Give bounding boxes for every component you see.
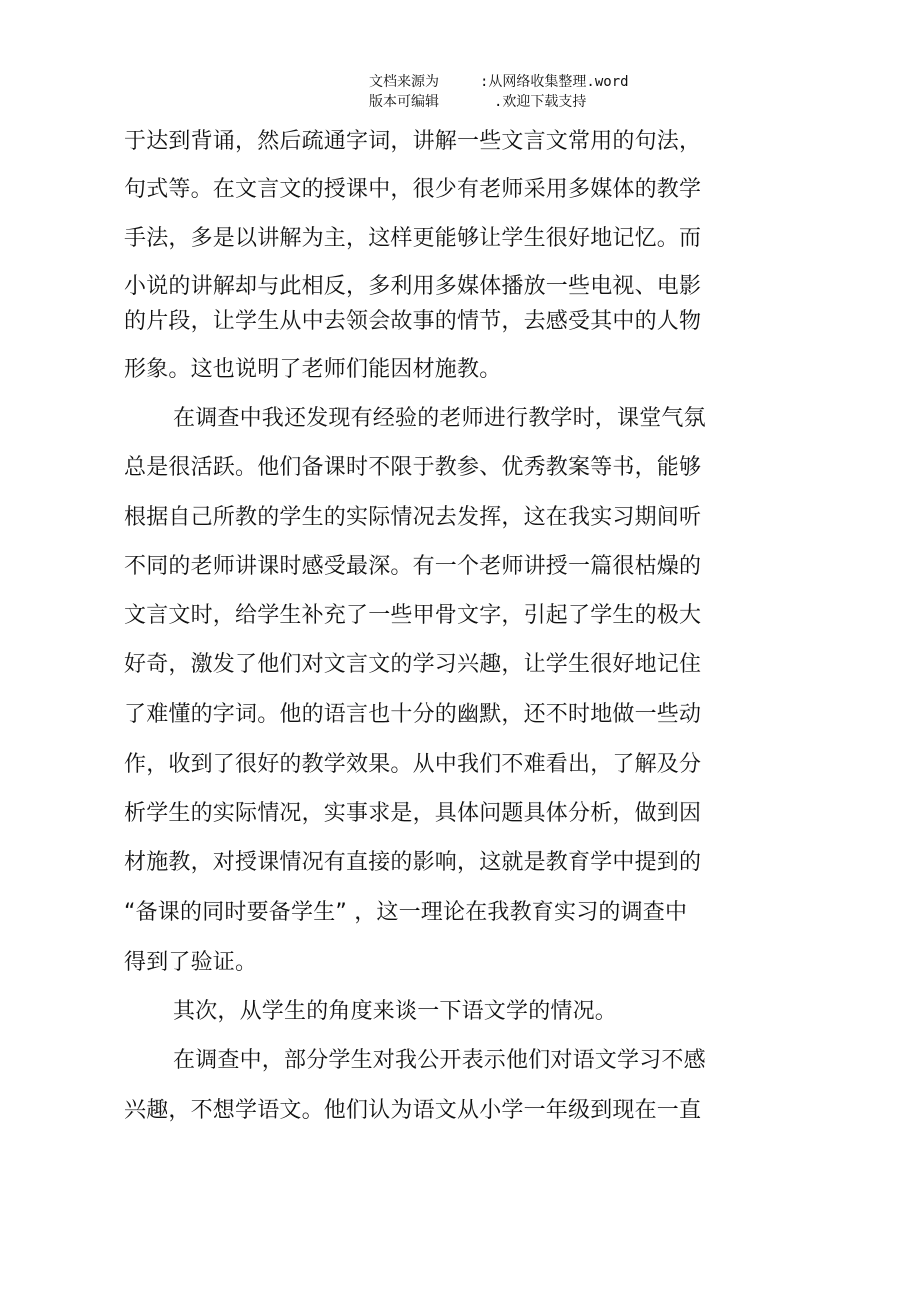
header-source-label: 文档来源为 bbox=[369, 74, 439, 90]
body-line: 总是很活跃。他们备课时不限于教参、优秀教案等书，能够 bbox=[124, 455, 702, 480]
header-row-1 bbox=[0, 72, 920, 92]
body-line: 作，收到了很好的教学效果。从中我们不难看出，了解及分 bbox=[124, 752, 702, 777]
body-line: 句式等。在文言文的授课中，很少有老师采用多媒体的教学 bbox=[124, 177, 702, 202]
paragraph-start-line: 其次，从学生的角度来谈一下语文学的情况。 bbox=[173, 999, 618, 1024]
paragraph-start-line: 在调查中，部分学生对我公开表示他们对语文学习不感 bbox=[173, 1048, 706, 1073]
body-line: 材施教，对授课情况有直接的影响，这就是教育学中提到的 bbox=[124, 850, 702, 875]
body-line: 的片段，让学生从中去领会故事的情节，去感受其中的人物 bbox=[124, 309, 702, 334]
body-line: 得到了验证。 bbox=[124, 950, 258, 975]
body-line: 于达到背诵，然后疏通字词，讲解一些文言文常用的句法， bbox=[124, 129, 702, 154]
header-source-value: :从网络收集整理.word bbox=[480, 74, 629, 90]
body-line: 析学生的实际情况，实事求是，具体问题具体分析，做到因 bbox=[124, 801, 702, 826]
paragraph-start-line: 在调查中我还发现有经验的老师进行教学时，课堂气氛 bbox=[173, 406, 706, 431]
header-download-note: .欢迎下载支持 bbox=[494, 94, 587, 110]
header-edit-label: 版本可编辑 bbox=[369, 94, 439, 110]
body-line: 不同的老师讲课时感受最深。有一个老师讲授一篇很枯燥的 bbox=[124, 554, 702, 579]
body-line: 文言文时，给学生补充了一些甲骨文字，引起了学生的极大 bbox=[124, 603, 702, 628]
body-line: 形象。这也说明了老师们能因材施教。 bbox=[124, 357, 502, 382]
body-line: 了难懂的字词。他的语言也十分的幽默，还不时地做一些动 bbox=[124, 702, 702, 727]
body-line: 手法，多是以讲解为主，这样更能够让学生很好地记忆。而 bbox=[124, 226, 702, 251]
body-line: “备课的同时要备学生” ，这一理论在我教育实习的调查中 bbox=[124, 900, 688, 925]
document-source-header bbox=[0, 72, 920, 112]
body-line: 兴趣，不想学语文。他们认为语文从小学一年级到现在一直 bbox=[124, 1098, 702, 1123]
body-line: 小说的讲解却与此相反，多利用多媒体播放一些电视、电影 bbox=[124, 274, 702, 299]
body-line: 好奇，激发了他们对文言文的学习兴趣，让学生很好地记住 bbox=[124, 652, 702, 677]
header-row-2 bbox=[0, 92, 920, 112]
body-line: 根据自己所教的学生的实际情况去发挥，这在我实习期间听 bbox=[124, 505, 702, 530]
